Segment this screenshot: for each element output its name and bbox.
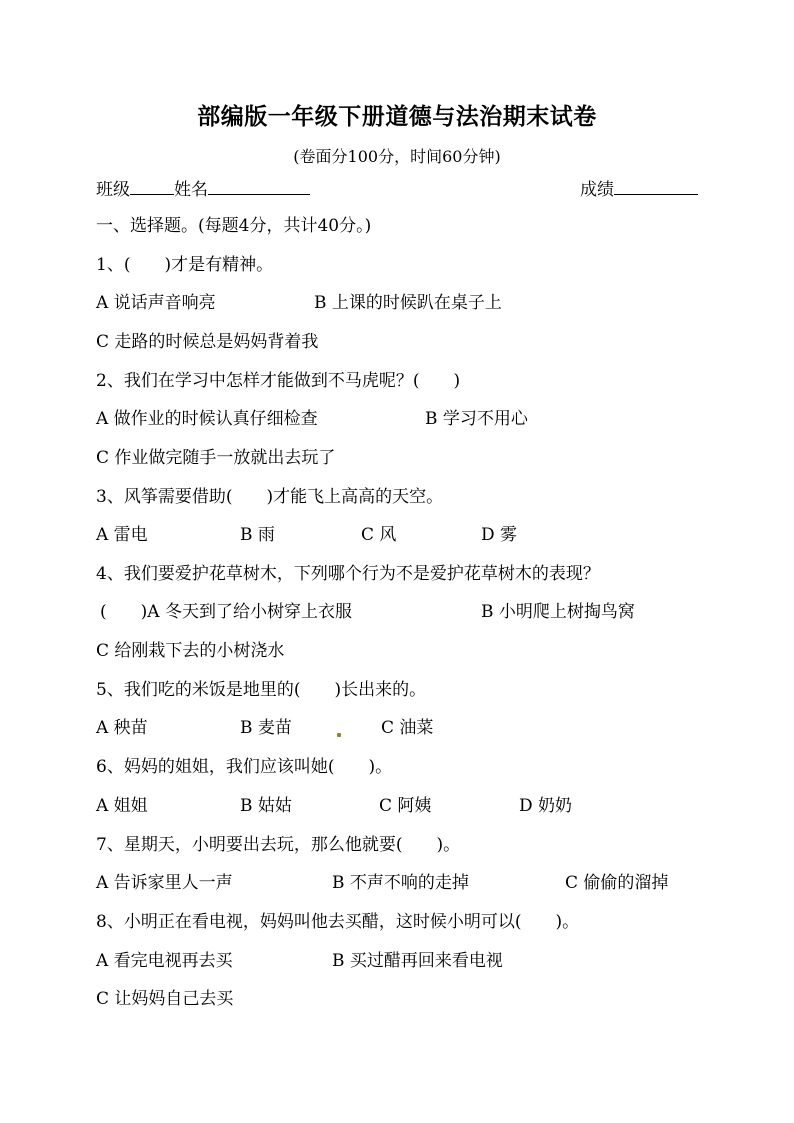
option-3a: A 雷电 bbox=[96, 525, 148, 545]
question-stem-3: 3、风筝需要借助( )才能飞上高高的天空。 bbox=[96, 487, 444, 507]
option-2b: B 学习不用心 bbox=[425, 409, 528, 429]
score-label: 成绩 bbox=[580, 180, 614, 200]
section-heading: 一、选择题。(每题4分，共计40分。) bbox=[96, 216, 372, 236]
option-6d: D 奶奶 bbox=[519, 796, 573, 816]
option-8c: C 让妈妈自己去买 bbox=[96, 989, 234, 1009]
option-2c: C 作业做完随手一放就出去玩了 bbox=[96, 448, 336, 468]
option-7a: A 告诉家里人一声 bbox=[96, 873, 233, 893]
option-8b: B 买过醋再回来看电视 bbox=[332, 951, 503, 971]
score-row bbox=[580, 176, 698, 202]
option-7c: C 偷偷的溜掉 bbox=[565, 873, 669, 893]
question-stem-5: 5、我们吃的米饭是地里的( )长出来的。 bbox=[96, 680, 427, 700]
option-2a: A 做作业的时候认真仔细检查 bbox=[96, 409, 318, 429]
option-8a: A 看完电视再去买 bbox=[96, 951, 233, 971]
question-stem-4: 4、我们要爱护花草树木，下列哪个行为不是爱护花草树木的表现？ bbox=[96, 564, 600, 584]
question-stem-6: 6、妈妈的姐姐，我们应该叫她( )。 bbox=[96, 757, 393, 777]
option-1b: B 上课的时候趴在桌子上 bbox=[314, 293, 502, 313]
option-1c: C 走路的时候总是妈妈背着我 bbox=[96, 332, 319, 352]
exam-subtitle: (卷面分100分，时间60分钟) bbox=[293, 147, 501, 166]
class-label: 班级 bbox=[96, 180, 130, 200]
option-3d: D 雾 bbox=[481, 525, 518, 545]
question-stem-4-line2: ( )A 冬天到了给小树穿上衣服 bbox=[100, 602, 352, 622]
question-stem-1: 1、( )才是有精神。 bbox=[96, 255, 274, 275]
option-5c: C 油菜 bbox=[381, 718, 434, 738]
option-5a: A 秧苗 bbox=[96, 718, 148, 738]
stray-mark bbox=[337, 733, 341, 737]
option-5b: B 麦苗 bbox=[240, 718, 292, 738]
score-blank bbox=[614, 176, 698, 195]
option-6b: B 姑姑 bbox=[240, 796, 292, 816]
name-blank bbox=[208, 176, 310, 195]
option-3c: C 风 bbox=[361, 525, 397, 545]
class-blank bbox=[130, 176, 174, 195]
option-6a: A 姐姐 bbox=[96, 796, 148, 816]
option-1a: A 说话声音响亮 bbox=[96, 293, 216, 313]
option-6c: C 阿姨 bbox=[379, 796, 432, 816]
option-7b: B 不声不响的走掉 bbox=[332, 873, 469, 893]
option-4c: C 给刚栽下去的小树浇水 bbox=[96, 641, 285, 661]
exam-title: 部编版一年级下册道德与法治期末试卷 bbox=[197, 103, 597, 130]
question-stem-2: 2、我们在学习中怎样才能做到不马虎呢？( ) bbox=[96, 371, 461, 391]
class-name-row bbox=[96, 176, 310, 202]
option-4b: B 小明爬上树掏鸟窝 bbox=[481, 602, 635, 622]
name-label: 姓名 bbox=[174, 180, 208, 200]
question-stem-8: 8、小明正在看电视，妈妈叫他去买醋，这时候小明可以( )。 bbox=[96, 912, 580, 932]
question-stem-7: 7、星期天，小明要出去玩，那么他就要( )。 bbox=[96, 835, 461, 855]
option-3b: B 雨 bbox=[240, 525, 275, 545]
